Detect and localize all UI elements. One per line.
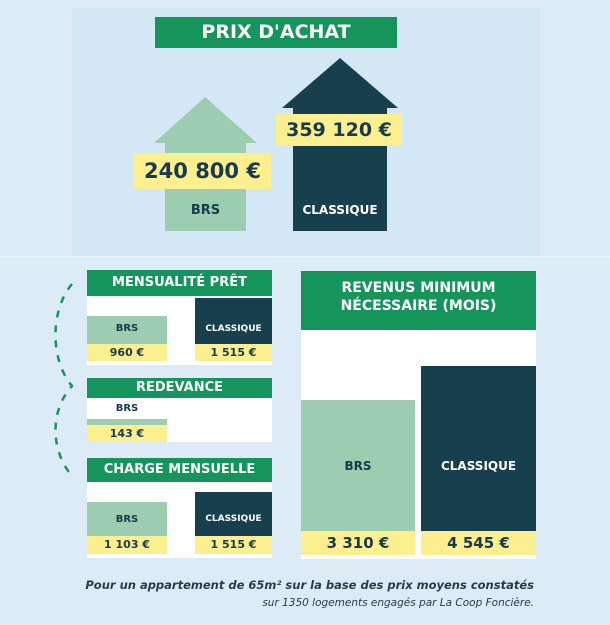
mensualite-brs-value: 960 € — [87, 344, 167, 361]
redevance-title: REDEVANCE — [87, 378, 272, 398]
revenus-brs-value: 3 310 € — [301, 531, 415, 555]
mensualite-title: MENSUALITÉ PRÊT — [87, 270, 272, 296]
redevance-brs-label: BRS — [115, 403, 139, 414]
dashed-connector — [50, 280, 90, 480]
purchase-brs-value: 240 800 € — [134, 153, 271, 189]
redevance-brs-value: 143 € — [87, 425, 167, 442]
revenus-brs-label: BRS — [344, 459, 372, 473]
charge-classique-value: 1 515 € — [195, 536, 272, 554]
purchase-brs-label: BRS — [190, 203, 221, 218]
mensualite-classique-bar — [195, 298, 272, 344]
footer-line1: Pour un appartement de 65m² sur la base des prix moyens constatés — [85, 578, 534, 592]
mensualite-classique-value: 1 515 € — [195, 344, 272, 361]
mensualite-classique-label: CLASSIQUE — [205, 324, 262, 334]
footer-line2: sur 1350 logements engagés par La Coop Foncière. — [262, 597, 534, 609]
revenus-classique-value: 4 545 € — [421, 531, 536, 555]
mensualite-brs-label: BRS — [115, 323, 139, 334]
revenus-classique-label: CLASSIQUE — [440, 459, 517, 473]
charge-classique-label: CLASSIQUE — [205, 514, 262, 524]
purchase-title: PRIX D'ACHAT — [155, 17, 397, 48]
charge-brs-label: BRS — [115, 514, 139, 525]
charge-brs-value: 1 103 € — [87, 536, 167, 554]
charge-title: CHARGE MENSUELLE — [87, 458, 272, 482]
revenus-title-line2: NÉCESSAIRE (MOIS) — [340, 298, 497, 315]
section-divider — [0, 256, 610, 258]
purchase-classique-value: 359 120 € — [276, 114, 402, 146]
revenus-classique-bar — [421, 366, 536, 531]
revenus-title — [301, 271, 536, 330]
purchase-classique-label: CLASSIQUE — [302, 203, 378, 217]
revenus-title-line1: REVENUS MINIMUM — [341, 280, 496, 296]
